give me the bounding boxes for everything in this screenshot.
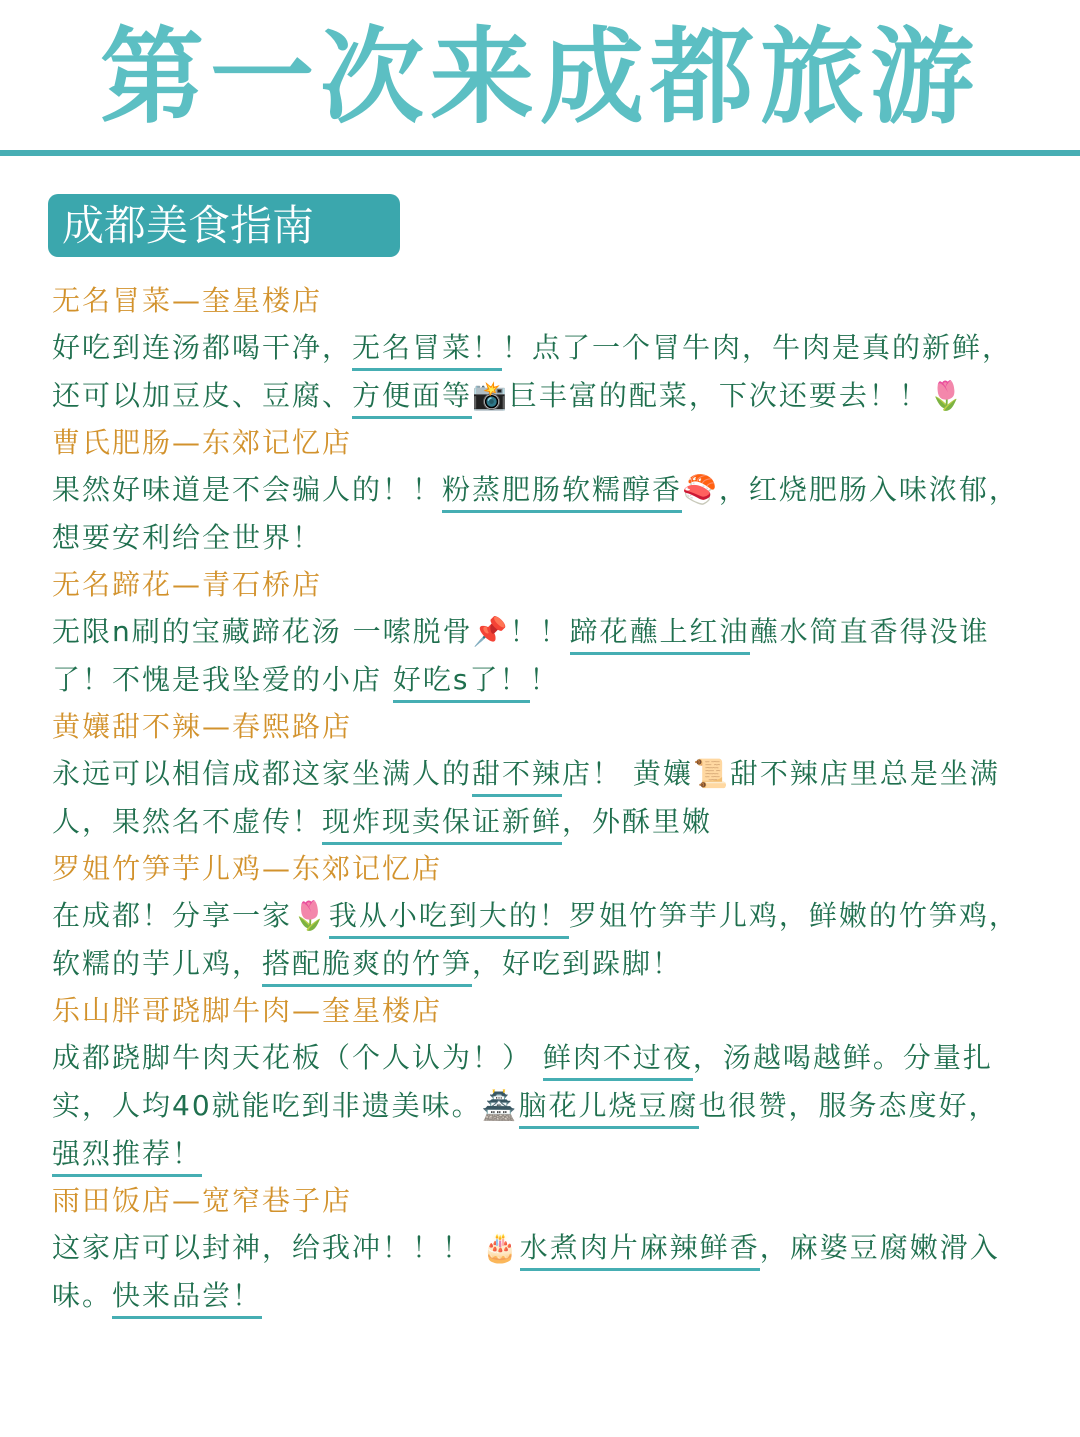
- shop-item: [52, 846, 1027, 988]
- desc-text: 甜不辣店里总是坐满人，果然名不虚传！: [52, 757, 1000, 838]
- desc-text: 巨丰富的配菜，下次还要去！！: [508, 379, 929, 412]
- shop-description: [52, 1224, 1027, 1320]
- desc-text: ！点了一个冒牛肉，牛肉是真的新鲜，还可以加豆皮、豆腐、: [52, 331, 1013, 412]
- desc-text: 店！ 黄孃: [562, 757, 693, 790]
- tulip-icon: 🌷: [928, 379, 966, 412]
- desc-text: ！: [529, 663, 560, 696]
- desc-text: ！！: [509, 615, 570, 648]
- shop-name: 乐山胖哥跷脚牛肉—奎星楼店: [52, 994, 443, 1027]
- highlight-text: 方便面等: [352, 379, 472, 419]
- sushi-icon: 🍣: [682, 473, 719, 506]
- highlight-text: 强烈推荐！: [52, 1137, 202, 1177]
- highlight-text: 鲜肉不过夜: [543, 1041, 693, 1081]
- tulip-icon: 🌷: [292, 899, 329, 932]
- shop-item: [52, 562, 1027, 704]
- desc-text: ，麻婆豆腐嫩滑入味。: [52, 1231, 1000, 1312]
- shop-item: [52, 988, 1027, 1178]
- desc-text: 永远可以相信成都这家坐满人的: [52, 757, 473, 790]
- desc-text: ，外酥里嫩: [562, 805, 713, 838]
- shop-item: [52, 1178, 1027, 1320]
- desc-text: 在成都！分享一家: [52, 899, 293, 932]
- camera-icon: 📸: [472, 379, 509, 412]
- section-title-badge: 成都美食指南: [48, 194, 400, 257]
- desc-text: 果然好味道是不会骗人的！！: [52, 473, 443, 506]
- highlight-text: 无名冒菜！: [352, 331, 502, 371]
- shop-description: [52, 750, 1027, 846]
- shop-description: [52, 466, 1027, 562]
- highlight-text: 我从小吃到大的！: [329, 899, 569, 939]
- shop-description: [52, 608, 1027, 704]
- shop-item: [52, 704, 1027, 846]
- pushpin-icon: 📌: [472, 615, 510, 648]
- shop-name: 无名冒菜—奎星楼店: [52, 284, 323, 317]
- shop-item: [52, 278, 1027, 420]
- highlight-text: 好吃s了！: [393, 663, 530, 703]
- shop-list: [52, 278, 1027, 1320]
- desc-text: ，红烧肥肠入味浓郁，想要安利给全世界！: [52, 473, 1019, 554]
- desc-text: 无限n刷的宝藏蹄花汤 一嗦脱骨: [52, 615, 473, 648]
- desc-text: 这家店可以封神，给我冲！！！: [52, 1231, 483, 1264]
- highlight-text: 脑花儿烧豆腐: [519, 1089, 699, 1129]
- desc-text: 成都跷脚牛肉天花板（个人认为！）: [52, 1041, 543, 1074]
- highlight-text: 粉蒸肥肠软糯醇香: [442, 473, 682, 513]
- shop-name: 黄孃甜不辣—春熙路店: [52, 710, 353, 743]
- highlight-text: 搭配脆爽的竹笋: [262, 947, 472, 987]
- shop-name: 无名蹄花—青石桥店: [52, 568, 323, 601]
- shop-description: [52, 324, 1027, 420]
- shop-name: 罗姐竹笋芋儿鸡—东郊记忆店: [52, 852, 443, 885]
- shop-description: [52, 892, 1027, 988]
- highlight-text: 甜不辣: [472, 757, 562, 797]
- shop-name: 曹氏肥肠—东郊记忆店: [52, 426, 353, 459]
- desc-text: 好吃到连汤都喝干净，: [52, 331, 353, 364]
- desc-text: 也很赞，服务态度好，: [698, 1089, 999, 1122]
- desc-text: ，好吃到跺脚！: [472, 947, 683, 980]
- shop-item: [52, 420, 1027, 562]
- highlight-text: 水煮肉片麻辣鲜香: [520, 1231, 760, 1271]
- header-divider: [0, 150, 1080, 156]
- page-title: 第一次来成都旅游: [99, 16, 980, 138]
- desc-text: 罗姐竹笋芋儿鸡，鲜嫩的竹笋鸡，软糯的芋儿鸡，: [52, 899, 1019, 980]
- highlight-text: 现炸现卖保证新鲜: [322, 805, 562, 845]
- highlight-text: 快来品尝！: [112, 1279, 262, 1319]
- shop-name: 雨田饭店—宽窄巷子店: [52, 1184, 353, 1217]
- page-header: [0, 0, 1080, 150]
- birthday-cake-icon: 🎂: [482, 1231, 520, 1264]
- castle-icon: 🏯: [481, 1089, 519, 1122]
- highlight-text: 蹄花蘸上红油: [570, 615, 750, 655]
- desc-text: ，汤越喝越鲜。分量扎实，人均40就能吃到非遗美味。: [52, 1041, 993, 1122]
- desc-text: 蘸水简直香得没谁了！不愧是我坠爱的小店: [52, 615, 990, 696]
- shop-description: [52, 1034, 1027, 1178]
- scroll-icon: 📜: [692, 757, 730, 790]
